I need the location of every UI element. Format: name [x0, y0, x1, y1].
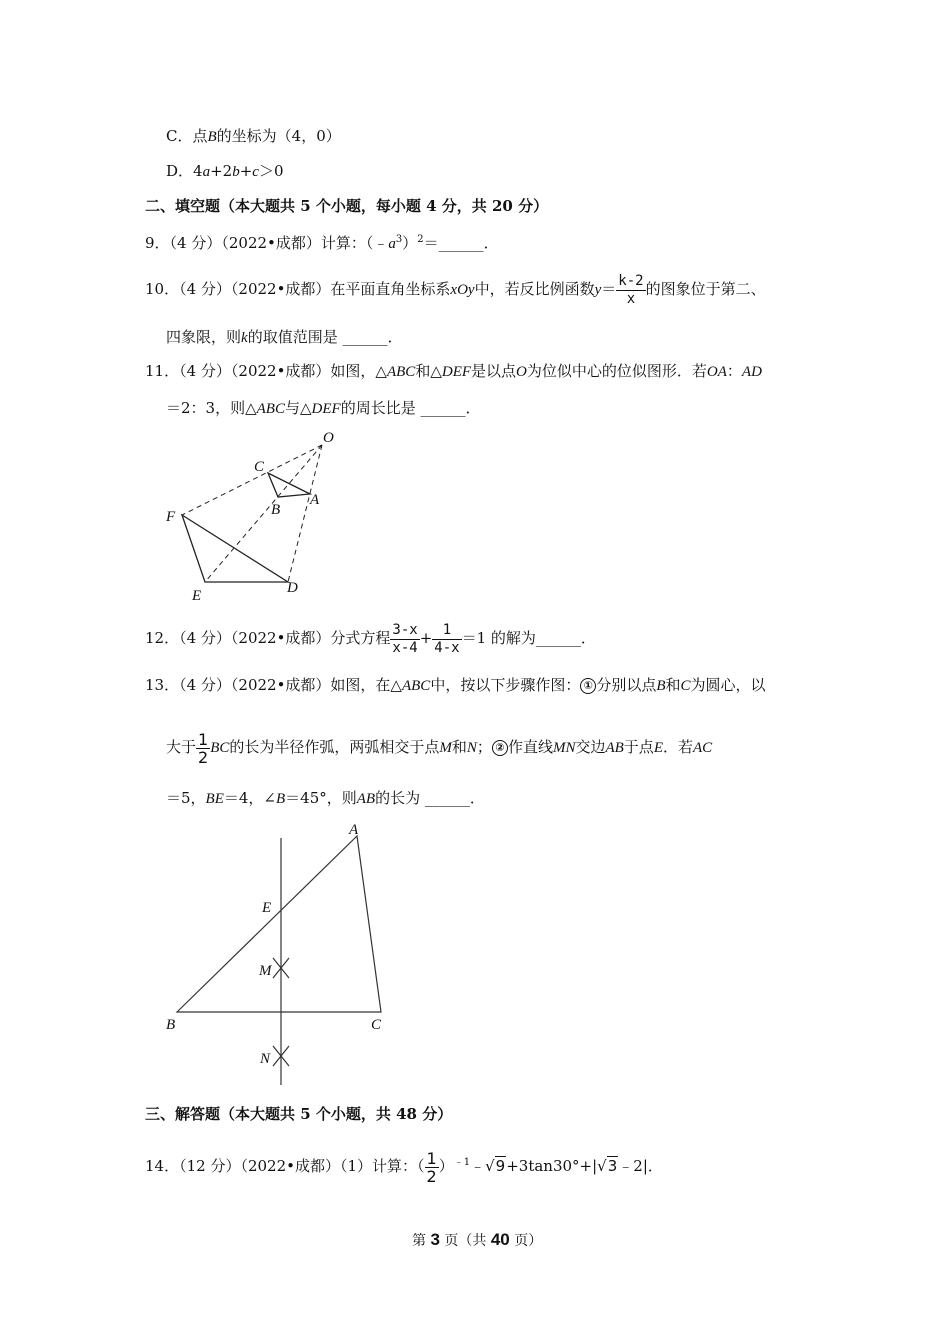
label-e: E — [262, 900, 272, 916]
label-a: A — [349, 822, 359, 838]
question-14: 14．（12 分）（2022•成都）（1）计算：（ $\frac{1}{2}$ ）$^{﹣1}$﹣√9+3tan30°+|√3﹣2|． — [145, 1148, 663, 1186]
label-e: E — [192, 588, 202, 604]
answer-blank: ______ — [424, 789, 470, 807]
sqrt-3: √3 — [597, 1157, 618, 1175]
question-13-line-2: 大于 $\frac{1}{2}$ BC的长为半径作弧，两弧相交于点M和N； ② 作直线MN交边AB于点E．若AC — [166, 729, 713, 767]
label-a: A — [310, 492, 320, 508]
fraction-k-minus-2-over-x: $\frac{k-2}{x}$ — [618, 272, 644, 307]
triangle-abc — [268, 473, 310, 497]
step-2-marker: ② — [492, 740, 508, 756]
label-f: F — [166, 509, 176, 525]
label-m: M — [259, 963, 272, 979]
answer-blank: ______ — [342, 328, 388, 346]
answer-blank: ______ — [535, 629, 581, 647]
answer-blank: ______ — [438, 234, 484, 252]
label-b: B — [166, 1017, 176, 1033]
page-total: 40 — [490, 1230, 510, 1249]
question-10-line-2: 四象限，则k的取值范围是 ______． — [166, 328, 403, 346]
triangle-def — [182, 515, 288, 582]
page-footer: 第 3 页（共 40 页） — [412, 1230, 543, 1249]
answer-blank: ______ — [420, 399, 466, 417]
question-12: 12．（4 分）（2022•成都）分式方程 $\frac{3-x}{x-4}$ + $\frac{1}{4-x}$ ＝1 的解为______． — [145, 619, 596, 657]
question-11: 11．（4 分）（2022•成都）如图，△ABC和△DEF是以点O为位似中心的位似图形．若OA：AD — [145, 362, 762, 380]
dashed-line-oa-d — [288, 445, 322, 582]
section-3-title: 三、解答题（本大题共 5 个小题，共 48 分） — [145, 1105, 453, 1123]
label-n: N — [260, 1051, 271, 1067]
question-13-line-3: ＝5，BE＝4，∠B＝45°，则AB的长为 ______． — [166, 789, 485, 807]
section-2-title: 二、填空题（本大题共 5 个小题，每小题 4 分，共 20 分） — [145, 197, 549, 215]
option-d: D．4a+2b+c＞0 — [166, 162, 284, 180]
page-number: 3 — [430, 1230, 440, 1249]
label-b: B — [271, 502, 281, 518]
label-d: D — [287, 580, 298, 596]
label-o: O — [323, 430, 334, 446]
label-c: C — [371, 1017, 382, 1033]
step-1-marker: ① — [580, 678, 596, 694]
question-9: 9．（4 分）（2022•成都）计算：$(﹣a^3)^2=\_\_\_\_\_\_$． — [145, 234, 499, 252]
fraction-one-half: $\frac{1}{2}$ — [198, 729, 209, 767]
fraction-one-half: $\frac{1}{2}$ — [426, 1148, 437, 1186]
triangle-abc — [177, 836, 381, 1012]
fraction-1-over-4-minus-x: $\frac{1}{4-x}$ — [434, 621, 460, 656]
question-13: 13．（4 分）（2022•成都）如图，在△ABC中，按以下步骤作图： ① 分别以点B和C为圆心，以 — [145, 676, 766, 694]
question-11-line-2: ＝2：3，则△ABC与△DEF的周长比是 ______． — [166, 399, 481, 417]
sqrt-9: √9 — [485, 1157, 506, 1175]
fraction-3-minus-x-over-x-minus-4: $\frac{3-x}{x-4}$ — [392, 621, 418, 656]
option-c: C．点B的坐标为（4，0） — [166, 127, 341, 145]
homothety-figure — [150, 420, 370, 610]
dashed-line-oc-f — [182, 445, 322, 515]
question-10: 10．（4 分）（2022•成都）在平面直角坐标系xOy中，若反比例函数y＝ $\frac{k-2}{x}$ 的图象位于第二、 — [145, 272, 766, 307]
perpendicular-bisector-figure — [160, 815, 400, 1090]
label-c: C — [254, 459, 265, 475]
